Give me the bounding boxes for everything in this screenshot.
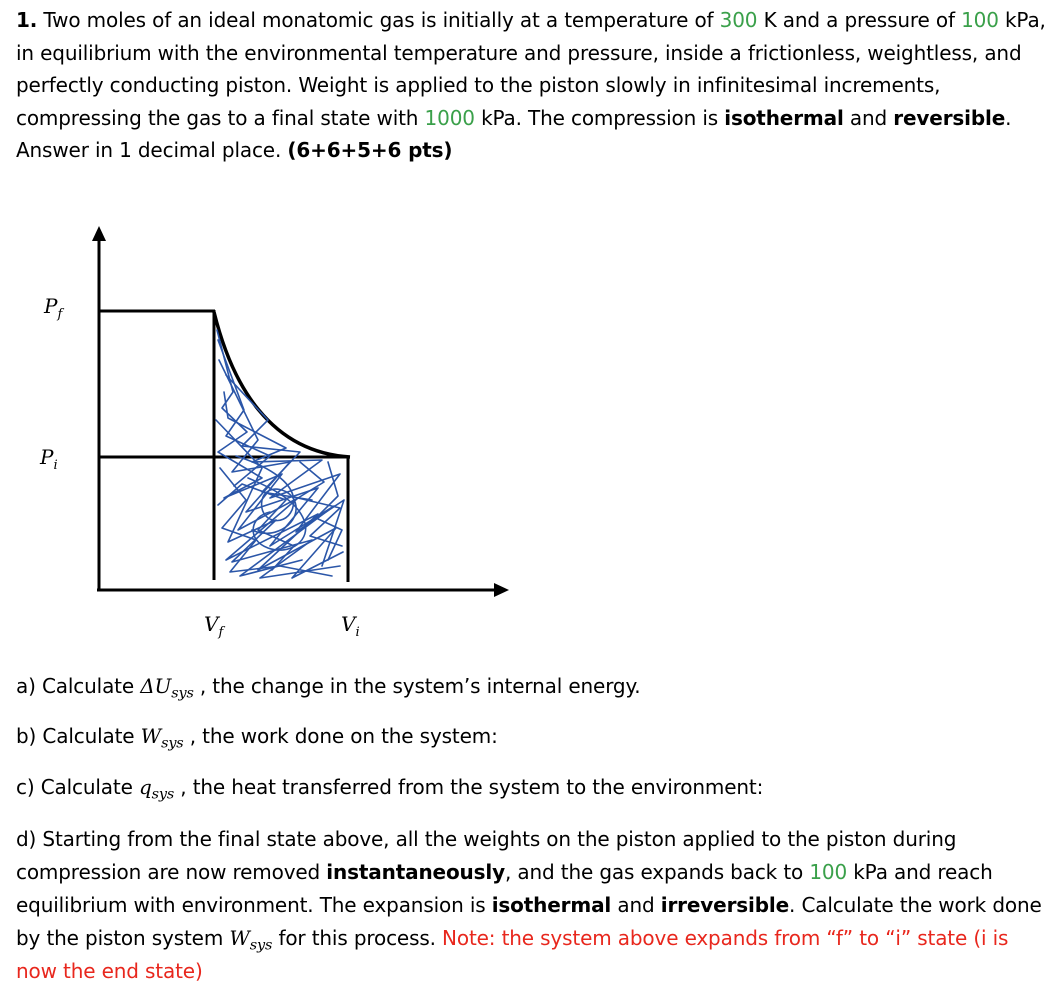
x-axis-arrow-icon (494, 583, 509, 597)
initial-pressure-value: 100 (961, 8, 999, 32)
problem-number: 1. (16, 8, 38, 32)
question-b: b) Calculate $W_{sys}$ , the work done on the system: (16, 724, 498, 752)
pv-diagram (0, 220, 560, 660)
pf-label: $P_f$ (44, 294, 63, 322)
question-a: a) Calculate $\Delta U_{sys}$ , the change in the system’s internal energy. (16, 674, 641, 702)
question-d: d) Starting from the final state above, all the weights on the piston applied to the piston during compression are now removed instantaneously, and the gas expands back to 100 kPa and reach equilibrium with environment. The expansion is isothermal and irreversible. Calculate the work done by the piston system $W_{sys}$ for this process. Note: the system above expands from “f” to “i” state (i is now the end state) (16, 827, 1042, 983)
vf-label: $V_f$ (204, 612, 224, 640)
y-axis-arrow-icon (92, 226, 106, 241)
temperature-value: 300 (719, 8, 758, 32)
return-pressure-value: 100 (809, 860, 848, 884)
pi-label: $P_i$ (40, 445, 58, 473)
problem-statement: 1. Two moles of an ideal monatomic gas is initially at a temperature of 300 K and a pressure of 100 kPa, in equilibrium with the environmental temperature and pressure, inside a frictionless, weightless, and perfectly conducting piston. Weight is applied to the piston slowly in infinitesimal increments, compressing the gas to a final state with 1000 kPa. The compression is isothermal and reversible. Answer in 1 decimal place. (6+6+5+6 pts) (16, 8, 1046, 162)
final-pressure-value: 1000 (424, 105, 475, 130)
question-c: c) Calculate $q_{sys}$ , the heat transferred from the system to the environment: (16, 775, 764, 803)
note-text: Note: the system above expands from “f” to “i” state (i is now the end state) (16, 926, 1009, 983)
vi-label: $V_i$ (341, 612, 360, 640)
points-label: (6+6+5+6 pts) (287, 138, 453, 162)
